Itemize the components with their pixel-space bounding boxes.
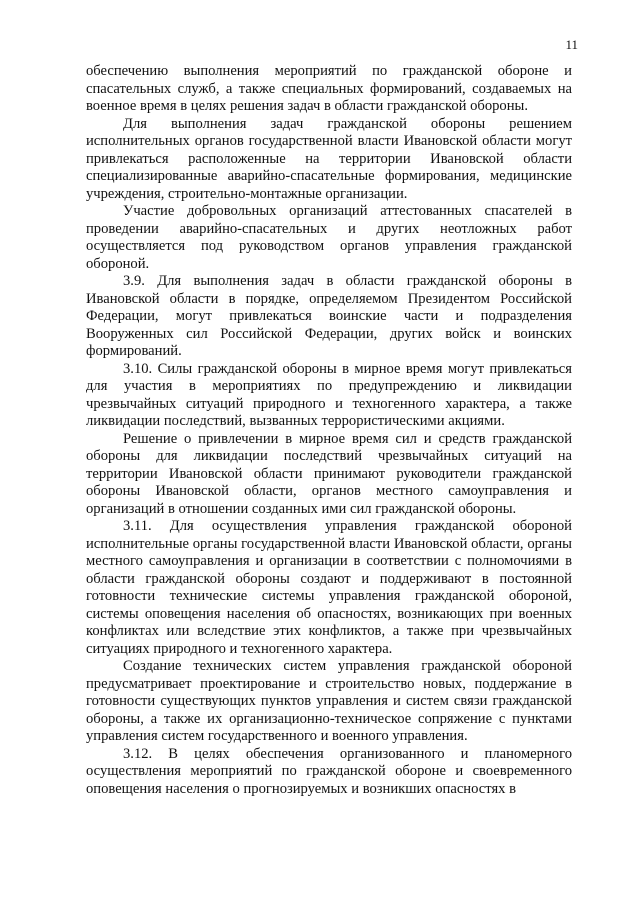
paragraph-3-10: 3.10. Силы гражданской обороны в мирное время могут привлекаться для участия в мероприятиях по предупреждению и ликвидации чрезвычайных ситуаций природного и техногенного характера, а также ликвидации последствий, вызванных террористическими акциями.	[86, 360, 572, 429]
document-body	[86, 63, 572, 798]
paragraph-3-11: 3.11. Для осуществления управления гражданской обороной исполнительные органы государственной власти Ивановской области, органы местного самоуправления и организации в соответствии с полномочиями в области гражданской обороны создают и поддерживают в постоянной готовности технические системы управления гражданской обороной, системы оповещения населения об опасностях, возникающих при военных конфликтах или вследствие этих конфликтов, а также при чрезвычайных ситуациях природного и техногенного характера.	[86, 518, 572, 657]
paragraph-3-9: 3.9. Для выполнения задач в области гражданской обороны в Ивановской области в порядке, определяемом Президентом Российской Федерации, могут привлекаться воинские части и подразделения Вооруженных сил Российской Федерации, других войск и воинских формирований.	[86, 273, 572, 359]
paragraph-peacetime-decision: Решение о привлечении в мирное время сил и средств гражданской обороны для ликвидации последствий чрезвычайных ситуаций на территории Ивановской области принимают руководители гражданской обороны Ивановской области, органов местного самоуправления и организаций в отношении созданных ими сил гражданской обороны.	[86, 430, 572, 517]
page-number: 11	[565, 37, 578, 52]
paragraph-3-12: 3.12. В целях обеспечения организованного и планомерного осуществления мероприятий по гражданской обороне и своевременного оповещения населения о прогнозируемых и возникших опасностях в	[86, 745, 572, 797]
paragraph-continuation: обеспечению выполнения мероприятий по гражданской обороне и спасательных служб, а также специальных формирований, создаваемых на военное время в целях решения задач в области гражданской обороны.	[86, 63, 572, 114]
paragraph-technical-systems: Создание технических систем управления гражданской обороной предусматривает проектирование и строительство новых, поддержание в готовности существующих пунктов управления и систем связи гражданской обороны, а также их организационно-техническое сопряжение с пунктами управления систем государственного и военного управления.	[86, 658, 572, 744]
paragraph-volunteer-rescuers: Участие добровольных организаций аттестованных спасателей в проведении аварийно-спасательных и других неотложных работ осуществляется под руководством органов управления гражданской обороной.	[86, 203, 572, 272]
paragraph-civil-defense-tasks: Для выполнения задач гражданской обороны решением исполнительных органов государственной власти Ивановской области могут привлекаться расположенные на территории Ивановской области специализированные аварийно-спасательные формирования, медицинские учреждения, строительно-монтажные организации.	[86, 115, 572, 202]
